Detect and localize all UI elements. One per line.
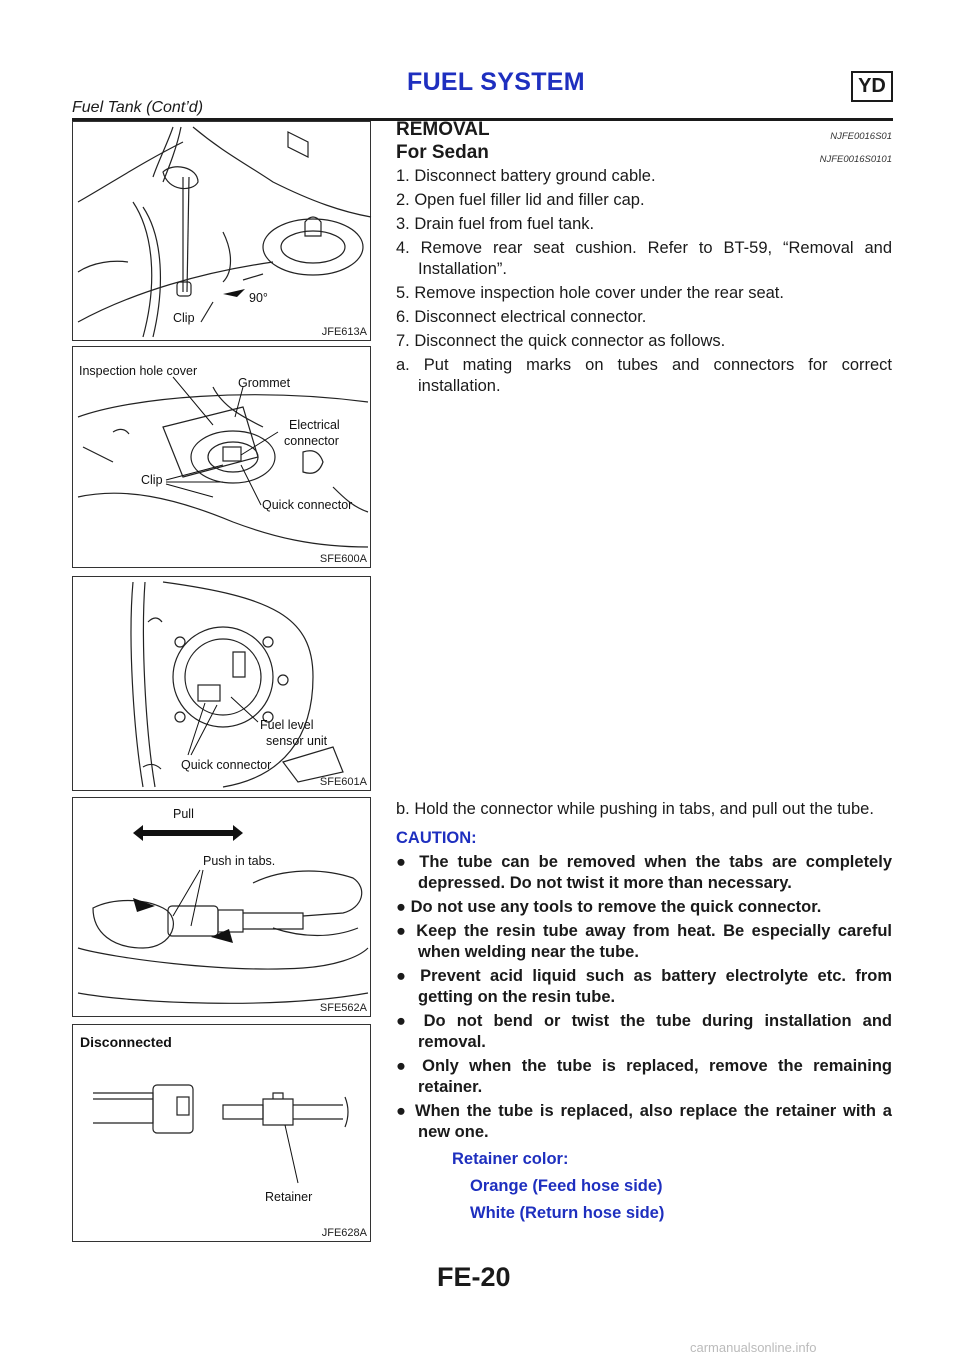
sedan-subheading: For Sedan	[396, 142, 489, 163]
engine-badge: YD	[851, 71, 893, 102]
figure-sfe601a	[72, 576, 371, 791]
label-connector: connector	[284, 434, 339, 448]
retainer-color-feed: Orange (Feed hose side)	[470, 1177, 663, 1195]
bullet-icon: ●	[396, 1102, 409, 1120]
figure-code: JFE628A	[321, 1227, 367, 1239]
figure-sfe562a	[72, 797, 371, 1017]
caution-item: ● When the tube is replaced, also replace the retainer with a new one.	[396, 1102, 892, 1141]
figure-sfe600a	[72, 346, 371, 568]
illustration-fuel-level-sensor	[73, 577, 372, 792]
section-title: FUEL SYSTEM	[407, 68, 585, 96]
label-quick-connector: Quick connector	[262, 498, 353, 512]
page-number: FE-20	[437, 1262, 511, 1292]
label-push-in-tabs: Push in tabs.	[203, 854, 276, 868]
step-6: 6. Disconnect electrical connector.	[396, 308, 647, 326]
label-angle: 90°	[249, 291, 268, 305]
bullet-icon: ●	[396, 1057, 412, 1075]
bullet-icon: ●	[396, 922, 409, 940]
step-4: 4. Remove rear seat cushion. Refer to BT-59, “Removal and Installation”.	[396, 239, 892, 278]
retainer-color-label: Retainer color:	[452, 1150, 569, 1168]
removal-section	[396, 119, 892, 397]
watermark: carmanualsonline.info	[690, 1340, 817, 1355]
label-quick-connector: Quick connector	[181, 758, 272, 772]
caution-item: ● Do not use any tools to remove the quick connector.	[396, 898, 822, 916]
step-7: 7. Disconnect the quick connector as follows.	[396, 332, 726, 350]
figure-jfe613a	[72, 121, 371, 341]
caution-item: ● Only when the tube is replaced, remove the remaining retainer.	[396, 1057, 892, 1096]
caution-item: ● Do not bend or twist the tube during installation and removal.	[396, 1012, 893, 1051]
label-clip: Clip	[173, 311, 195, 325]
bullet-icon: ●	[396, 853, 411, 871]
caution-item: ● Keep the resin tube away from heat. Be especially careful when welding near the tube.	[396, 922, 892, 961]
label-retainer: Retainer	[265, 1190, 313, 1204]
bullet-icon: ●	[396, 967, 411, 985]
label-sensor-unit: sensor unit	[266, 734, 328, 748]
caution-item: ● Prevent acid liquid such as battery electrolyte etc. from getting on the resin tube.	[396, 967, 893, 1006]
bullet-icon: ●	[396, 898, 406, 916]
caution-item: ● The tube can be removed when the tabs are completely depressed. Do not twist it more than necessary.	[396, 853, 892, 892]
step-2: 2. Open fuel filler lid and filler cap.	[396, 191, 645, 209]
bullet-icon: ●	[396, 1012, 413, 1030]
figure-code: SFE562A	[319, 1002, 367, 1014]
label-grommet: Grommet	[238, 376, 291, 390]
step-5: 5. Remove inspection hole cover under the rear seat.	[396, 284, 784, 302]
step-7b: b. Hold the connector while pushing in tabs, and pull out the tube.	[396, 800, 874, 818]
illustration-push-tabs-pull	[73, 798, 372, 1018]
step-1: 1. Disconnect battery ground cable.	[396, 167, 656, 185]
label-disconnected: Disconnected	[80, 1034, 172, 1050]
figure-code: SFE601A	[319, 776, 367, 788]
section-subtitle: Fuel Tank (Cont’d)	[72, 99, 204, 116]
step-3: 3. Drain fuel from fuel tank.	[396, 215, 595, 233]
label-electrical: Electrical	[289, 418, 340, 432]
caution-section	[396, 796, 892, 1224]
illustration-disconnected-retainer	[73, 1025, 372, 1243]
label-inspection-hole-cover: Inspection hole cover	[79, 364, 198, 378]
label-clip: Clip	[141, 473, 163, 487]
removal-heading: REMOVAL	[396, 119, 490, 140]
illustration-screwdriver-clip	[73, 122, 372, 342]
figure-code: SFE600A	[319, 553, 367, 565]
step-7a: a. Put mating marks on tubes and connectors for correct installation.	[396, 356, 892, 395]
removal-ref: NJFE0016S01	[830, 131, 892, 142]
figure-jfe628a	[72, 1024, 371, 1242]
caution-title: CAUTION:	[396, 829, 477, 847]
illustration-inspection-hole	[73, 347, 372, 569]
figure-code: JFE613A	[321, 326, 367, 338]
retainer-color-return: White (Return hose side)	[470, 1204, 665, 1222]
label-fuel-level: Fuel level	[260, 718, 314, 732]
sedan-ref: NJFE0016S0101	[819, 154, 892, 165]
label-pull: Pull	[173, 807, 194, 821]
